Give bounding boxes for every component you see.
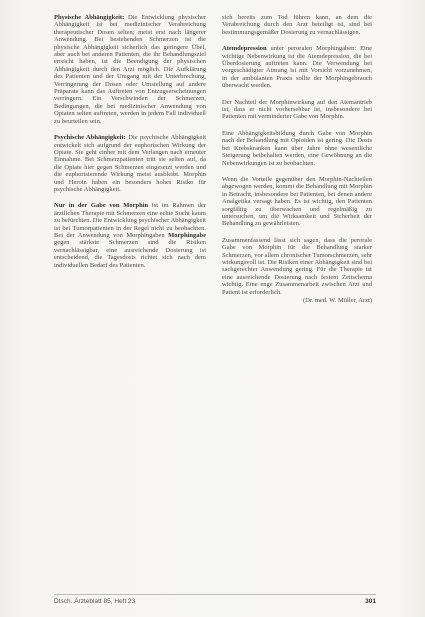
paragraph-text: Der Nachteil der Morphinwirkung auf den Atemantrieb ist, dass er nicht vorhersehbar ist, insbesondere bei Patienten mit verminderter Gabe von Morphin.	[222, 98, 372, 121]
page-footer	[54, 598, 376, 608]
paragraph-text: Zusammenfassend lässt sich sagen, dass die perorale Gabe von Morphin für die Behandlung starker Schmerzen, vor allem chronischer Tumorschmerzen, sehr wirkungsvoll ist. Die Risiken einer Abhängigkeit sind bei sachgerechter Anwendung gering. Für die Therapie ist eine ausreichende Dosierung nach festem Zeitschema wichtig. Eine enge Zusammenarbeit zwischen Arzt und Patient ist erforderlich.	[222, 236, 372, 296]
paragraph-dependence-formation	[222, 130, 372, 167]
paragraph-psychic-dependence	[54, 134, 206, 193]
right-column	[222, 14, 372, 313]
paragraph-text: Eine Abhängigkeitsbildung durch Gabe von Morphin nach der Behandlung mit Opioiden ist gering. Die Dosis bei Krebskranken kann über Jahre ohne wesentliche Steigerung beibehalten werden, eine Gewöhnung an die Nebenwirkungen ist zu beobachten.	[222, 129, 372, 167]
paragraph-disadvantage	[222, 99, 372, 121]
paragraph-text: sich bereits zum Tod führen kann, an dem die Verabreichung durch den Arzt beteiligt ist, sind bei bestimmungsgemäßer Dosierung zu vernachlässigen.	[222, 14, 372, 36]
paragraph-summary	[222, 237, 372, 305]
paragraph-physical-dependence	[54, 14, 206, 125]
paragraph-bold-term: Morphingabe	[168, 231, 206, 239]
paragraph-heading: Atemdepression	[222, 45, 267, 53]
paragraph-morphine-gift	[54, 202, 206, 269]
paragraph-text: unter peroralen Morphingaben: Eine wichtige Nebenwirkung ist die Atemdepression, die bei Überdosierung auftreten kann. Die Verwendung bei vorgeschädigter Atmung ist mit Vorsicht vorzunehmen, in der ambulanten Praxis sollte der Morphingebrauch überwacht werden.	[222, 45, 372, 90]
paragraph-continuation	[222, 14, 372, 36]
paragraph-text: Die Entwicklung physischer Abhängigkeit ist bei medizinischer Verabreichung therapeutischer Dosen selten; meist erst nach längerer Anwendung. Bei bestehenden Schmerzen ist die physische Abhängigkeit sicherlich das geringere Übel, aber auch bei anderen Patienten, die ihr Behandlungsziel erreicht haben, ist die Beendigung der physischen Abhängigkeit durch den Arzt möglich. Die Aufklärung des Patienten und der Umgang mit der Unterbrechung, Verringerung der Dosen oder Umstellung auf andere Präparate kann das Auftreten von Entzugserscheinungen verringern. Ein Verschwinden der Schmerzen, Bedingungen, die bei medizinischer Anwendung von Opiaten selten auftreten, werden in jedem Fall individuell zu beurteilen sein.	[54, 14, 206, 125]
paragraph-advantages	[222, 176, 372, 228]
paragraph-heading: Physische Abhängigkeit:	[54, 14, 125, 21]
page-number: 301	[365, 598, 376, 605]
author-signature: (Dr. med. W. Müller, Arzt)	[302, 297, 372, 304]
footer-divider	[54, 594, 376, 595]
paragraph-text: Die psychische Abhängigkeit entwickelt sich aufgrund der euphorischen Wirkung der Opiate. Sie geht einher mit dem Verlangen nach erneuter Einnahme. Bei Schmerzpatienten tritt sie selten auf, da die Opiate hier gegen Schmerzen eingesetzt werden und die euphorisierende Wirkung meist ausbleibt. Morphin und Heroin haben ein besonders hohes Risiko für psychische Abhängigkeit.	[54, 134, 206, 193]
paragraph-text: ist im Rahmen der ärztlichen Therapie mit Schmerzen eine echte Sucht kaum zu befürchten. Die Entwicklung psychischer Abhängigkeit ist bei Tumorpatienten in der Regel nicht zu beobachten. Bei der Anwendung von Morphingaben	[54, 202, 207, 239]
paragraph-heading: Nur in der Gabe von Morphin	[54, 202, 149, 210]
left-column	[54, 14, 206, 278]
paragraph-text: gegen stärkste Schmerzen sind die Risiken vernachlässigbar, eine ausreichende Dosierung ist entscheidend, die Tagesdosis richtet sich nach dem individuellen Bedarf des Patienten.	[54, 239, 206, 269]
journal-reference: Dtsch. Ärzteblatt 85, Heft 23	[54, 598, 136, 605]
paragraph-respiratory-depression	[222, 45, 372, 89]
paragraph-heading: Psychische Abhängigkeit:	[54, 134, 126, 142]
paragraph-text: Wenn die Vorteile gegenüber den Morphin-Nachteilen abgewogen werden, kommt die Behandlung mit Morphin in Betracht, insbesondere bei Patienten, bei denen andere Analgetika versagt haben. Es ist wichtig, den Patienten sorgfältig zu überwachen und regelmäßig zu untersuchen, um die Wirksamkeit und Sicherheit der Behandlung zu gewährleisten.	[222, 175, 372, 228]
